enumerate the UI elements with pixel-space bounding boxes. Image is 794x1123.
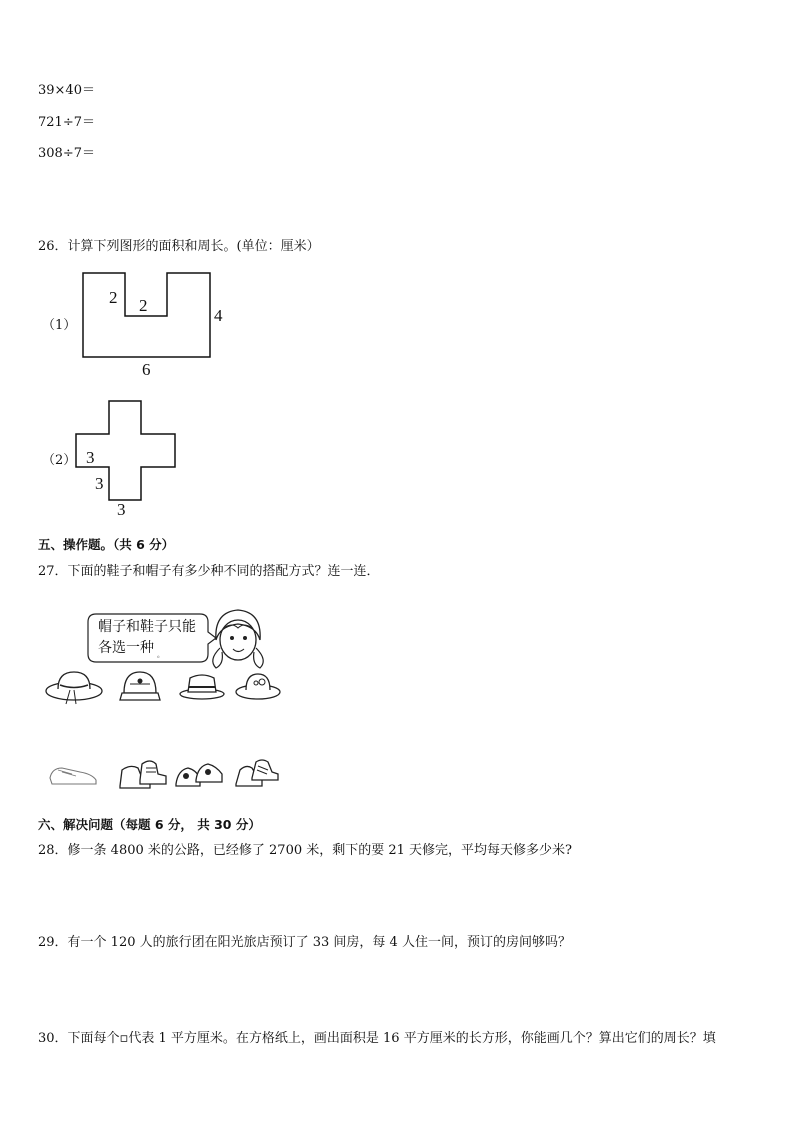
section-5-title: 五、操作题。（共 6 分） bbox=[38, 537, 175, 552]
figure-1-label-notch-width: 2 bbox=[139, 296, 148, 315]
figure-2-label-side: 3 bbox=[95, 474, 104, 493]
figure-2-tag: （2） bbox=[42, 453, 77, 468]
bubble-line-1: 帽子和鞋子只能 bbox=[98, 619, 196, 635]
figure-2-label-arm: 3 bbox=[86, 448, 95, 467]
question-26: 26．计算下列图形的面积和周长。(单位：厘米） bbox=[38, 239, 320, 254]
calc-line-1: 39×40＝ bbox=[38, 83, 95, 98]
figure-1-label-left-depth: 2 bbox=[109, 288, 118, 307]
calc-line-2: 721÷7＝ bbox=[38, 115, 95, 130]
question-28: 28．修一条 4800 米的公路，已经修了 2700 米，剩下的要 21 天修完，平均每天修多少米? bbox=[38, 843, 573, 858]
section-6-title: 六、解决问题（每题 6 分， 共 30 分） bbox=[38, 817, 261, 832]
figure-1-label-height: 4 bbox=[214, 306, 223, 325]
calc-line-3: 308÷7＝ bbox=[38, 146, 95, 161]
figure-2-label-bottom: 3 bbox=[117, 500, 126, 519]
question-29: 29．有一个 120 人的旅行团在阳光旅店预订了 33 间房，每 4 人住一间，预订的房间够吗？ bbox=[38, 935, 571, 950]
bubble-small-mark: 。 bbox=[157, 651, 164, 659]
question-27: 27．下面的鞋子和帽子有多少种不同的搭配方式？连一连． bbox=[38, 564, 380, 579]
question-30: 30．下面每个▫代表 1 平方厘米。在方格纸上，画出面积是 16 平方厘米的长方形，你能画几个？算出它们的周长？填 bbox=[38, 1031, 716, 1046]
figure-1-tag: （1） bbox=[42, 318, 77, 333]
bubble-line-2: 各选一种 bbox=[98, 640, 154, 656]
figure-1-label-width: 6 bbox=[142, 360, 151, 379]
